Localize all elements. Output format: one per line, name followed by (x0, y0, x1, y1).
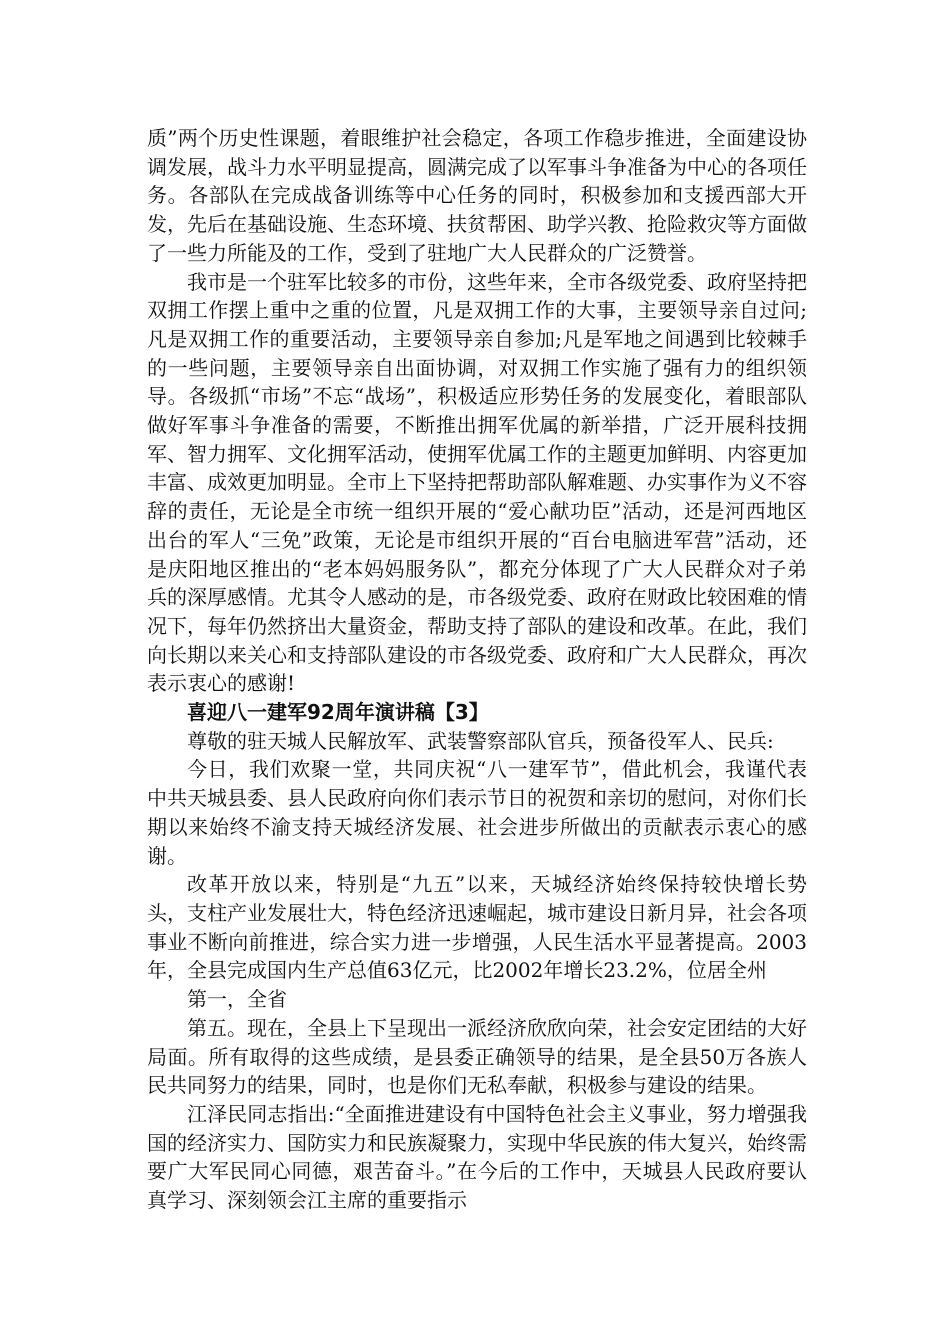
paragraph-7: 江泽民同志指出:“全面推进建设有中国特色社会主义事业，努力增强我国的经济实力、国防实力和民族凝聚力，实现中华民族的伟大复兴，始终需要广大军民同心同德，艰苦奋斗。”在今后的工作中，天城县人民政府要认真学习、深刻领会江主席的重要指示 (147, 1101, 807, 1213)
salutation: 尊敬的驻天城人民解放军、武装警察部队官兵，预备役军人、民兵: (187, 728, 774, 753)
paragraph-4: 改革开放以来，特别是“九五”以来，天城经济始终保持较快增长势头，支柱产业发展壮大，特色经济迅速崛起，城市建设日新月异，社会各项事业不断向前推进，综合实力进一步增强，人民生活水平显著提高。2003年，全县完成国内生产总值63亿元，比2002年增长23.2%，位居全州 (147, 872, 807, 983)
paragraph-6: 第五。现在，全县上下呈现出一派经济欣欣向荣，社会安定团结的大好局面。所有取得的这些成绩，是县委正确领导的结果，是全县50万各族人民共同努力的结果，同时，也是你们无私奉献，积极参与建设的结果。 (147, 1015, 807, 1098)
paragraph-3: 今日，我们欢聚一堂，共同庆祝“八一建军节”，借此机会，我谨代表中共天城县委、县人民政府向你们表示节日的祝贺和亲切的慰问，对你们长期以来始终不渝支持天城经济发展、社会进步所做出的贡献表示衷心的感谢。 (147, 757, 807, 868)
paragraph-1: 质”两个历史性课题，着眼维护社会稳定，各项工作稳步推进，全面建设协调发展，战斗力水平明显提高，圆满完成了以军事斗争准备为中心的各项任务。各部队在完成战备训练等中心任务的同时，积极参加和支援西部大开发，先后在基础设施、生态环境、扶贫帮困、助学兴教、抢险救灾等方面做了一些力所能及的工作，受到了驻地广大人民群众的广泛赞誉。 (147, 126, 807, 265)
document-page (147, 124, 807, 1215)
section-heading: 喜迎八一建军92周年演讲稿【3】 (187, 700, 489, 725)
paragraph-2: 我市是一个驻军比较多的市份，这些年来，全市各级党委、政府坚持把双拥工作摆上重中之重的位置，凡是双拥工作的大事，主要领导亲自过问;凡是双拥工作的重要活动，主要领导亲自参加;凡是军地之间遇到比较棘手的一些问题，主要领导亲自出面协调，对双拥工作实施了强有力的组织领导。各级抓“市场”不忘“战场”，积极适应形势任务的发展变化，着眼部队做好军事斗争准备的需要，不断推出拥军优属的新举措，广泛开展科技拥军、智力拥军、文化拥军活动，使拥军优属工作的主题更加鲜明、内容更加丰富、成效更加明显。全市上下坚持把帮助部队解难题、办实事作为义不容辞的责任，无论是全市统一组织开展的“爱心献功臣”活动，还是河西地区出台的军人“三免”政策，无论是市组织开展的“百台电脑进军营”活动，还是庆阳地区推出的“老本妈妈服务队”，都充分体现了广大人民群众对子弟兵的深厚感情。尤其令人感动的是，市各级党委、政府在财政比较困难的情况下，每年仍然挤出大量资金，帮助支持了部队的建设和改革。在此，我们向长期以来关心和支持部队建设的市各级党委、政府和广大人民群众，再次表示衷心的感谢! (147, 269, 807, 696)
paragraph-5: 第一，全省 (187, 987, 287, 1012)
